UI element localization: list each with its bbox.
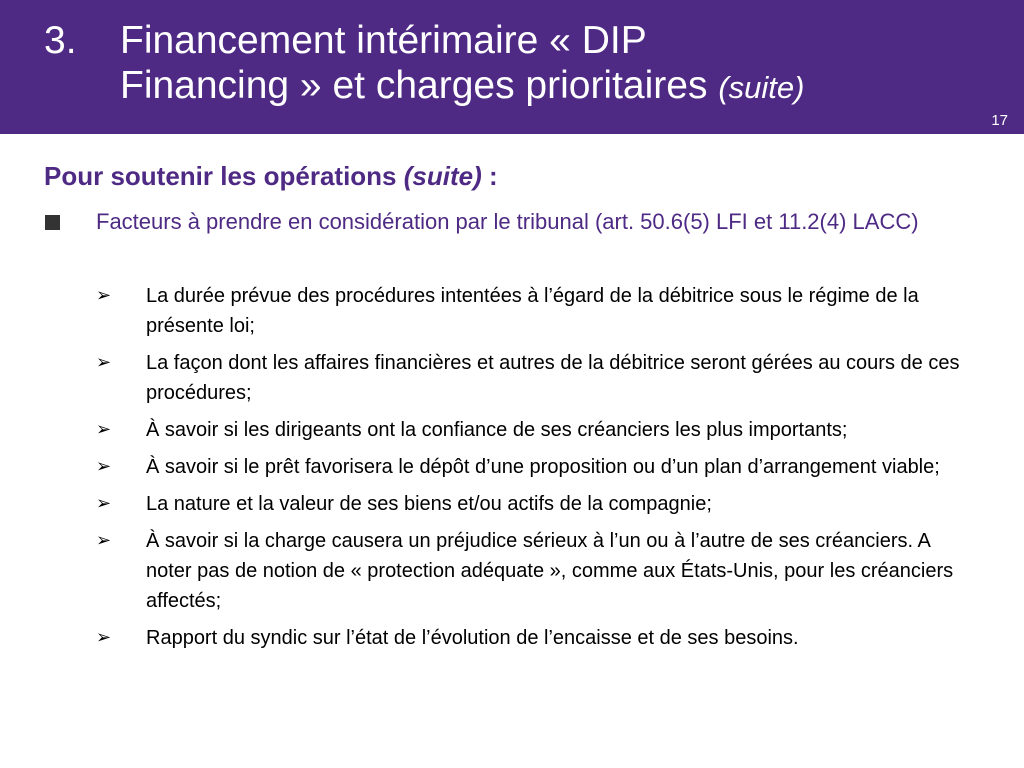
sub-bullet-item <box>96 489 976 519</box>
sub-bullet-item <box>96 452 976 482</box>
sub-bullet-text: La durée prévue des procédures intentées à l’égard de la débitrice sous le régime de la présente loi; <box>146 285 919 337</box>
slide-header <box>0 0 1024 134</box>
sub-bullet-item <box>96 415 976 445</box>
slide-title-suffix: (suite) <box>718 70 805 105</box>
sub-bullet-text: La façon dont les affaires financières et autres de la débitrice seront gérées au cours de ces procédures; <box>146 352 960 404</box>
sub-bullet-text: À savoir si la charge causera un préjudice sérieux à l’un ou à l’autre de ses créanciers. A noter pas de notion de « protection adéquate », comme aux États-Unis, pour les créanciers affectés; <box>146 530 954 612</box>
arrow-bullet-icon: ➢ <box>96 530 112 551</box>
main-bullet <box>44 207 974 237</box>
slide-title-line2: Financing » et charges prioritaires <box>120 64 708 107</box>
sub-bullet-text: La nature et la valeur de ses biens et/ou actifs de la compagnie; <box>146 493 712 515</box>
main-bullet-text: Facteurs à prendre en considération par le tribunal (art. 50.6(5) LFI et 11.2(4) LACC) <box>96 209 919 234</box>
sub-bullet-text: À savoir si le prêt favorisera le dépôt d’une proposition ou d’un plan d’arrangement viable; <box>146 456 940 478</box>
sub-bullet-text: À savoir si les dirigeants ont la confiance de ses créanciers les plus importants; <box>146 419 848 441</box>
square-bullet-icon <box>45 215 60 230</box>
section-heading-italic: (suite) <box>403 161 482 191</box>
section-heading-colon: : <box>481 161 498 191</box>
arrow-bullet-icon: ➢ <box>96 285 112 306</box>
arrow-bullet-icon: ➢ <box>96 456 112 477</box>
slide-title <box>120 18 1000 110</box>
arrow-bullet-icon: ➢ <box>96 493 112 514</box>
sub-bullet-item <box>96 281 976 341</box>
section-heading-text: Pour soutenir les opérations <box>44 161 397 191</box>
section-heading <box>44 160 498 192</box>
sub-bullet-text: Rapport du syndic sur l’état de l’évolution de l’encaisse et de ses besoins. <box>146 627 799 649</box>
slide-number: 3. <box>44 19 77 62</box>
sub-bullet-item <box>96 526 976 616</box>
sub-bullet-item <box>96 348 976 408</box>
arrow-bullet-icon: ➢ <box>96 627 112 648</box>
sub-bullet-list <box>96 281 976 660</box>
sub-bullet-item <box>96 623 976 653</box>
page-number: 17 <box>991 112 1008 129</box>
slide-title-line1: Financement intérimaire « DIP <box>120 19 647 62</box>
arrow-bullet-icon: ➢ <box>96 419 112 440</box>
arrow-bullet-icon: ➢ <box>96 352 112 373</box>
